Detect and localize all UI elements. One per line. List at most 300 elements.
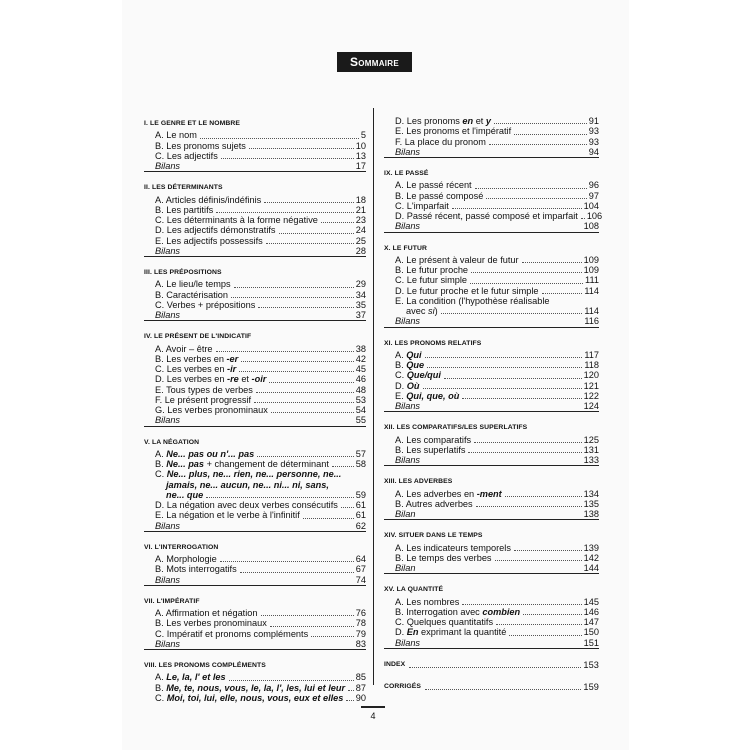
entry-page-number: 28	[355, 245, 366, 256]
entry-page-number: 109	[583, 254, 599, 265]
entry-title: A. Articles définis/indéfinis	[155, 194, 262, 205]
section-heading	[384, 579, 599, 596]
toc-entry	[384, 360, 599, 370]
toc-entry	[144, 608, 366, 618]
dot-leader	[468, 452, 581, 453]
entry-page-number: 34	[355, 289, 366, 300]
dot-leader	[271, 412, 354, 413]
toc-entry	[144, 490, 366, 500]
entry-page-number: 150	[583, 627, 599, 638]
toc-section	[384, 163, 603, 233]
entry-title: ne... que	[166, 489, 204, 500]
dot-leader	[474, 442, 582, 443]
toc-entry	[144, 141, 366, 151]
entry-title: B. Ne... pas + changement de déterminant	[155, 459, 329, 469]
entry-title: Bilan	[395, 509, 416, 519]
entry-title: E. La condition (l'hypothèse réalisable	[395, 295, 550, 306]
dot-leader	[216, 351, 354, 352]
toc-section	[144, 537, 366, 586]
entry-page-number: 104	[583, 200, 599, 211]
entry-page-number: 83	[355, 638, 366, 649]
entry-page-number: 57	[355, 448, 366, 459]
entry-title: B. Que	[395, 360, 425, 370]
toc-entry	[144, 510, 366, 520]
section-heading	[144, 177, 366, 194]
entry-page-number: 120	[583, 370, 599, 381]
toc-entry	[144, 469, 366, 479]
entry-title: A. Les indicateurs temporels	[395, 542, 511, 553]
entry-page-number: 5	[360, 130, 366, 141]
section-heading	[384, 238, 599, 255]
dot-leader	[486, 198, 586, 199]
toc-left-column	[144, 112, 366, 708]
entry-page-number: 117	[584, 349, 599, 360]
dot-leader	[581, 218, 585, 219]
section-heading	[384, 654, 599, 671]
toc-section	[384, 471, 599, 520]
toc-entry	[144, 693, 366, 703]
dot-leader	[249, 148, 354, 149]
entry-title: C. L'imparfait	[395, 200, 449, 211]
dot-leader	[496, 624, 582, 625]
bilan-entry	[144, 521, 366, 532]
entry-page-number: 96	[588, 180, 599, 191]
entry-page-number: 55	[355, 415, 366, 426]
entry-page-number: 42	[355, 353, 366, 364]
toc-entry	[384, 617, 599, 627]
dot-leader	[270, 626, 354, 627]
section-page-number: 153	[583, 659, 599, 670]
dot-leader	[462, 604, 581, 605]
entry-page-number: 58	[355, 459, 366, 469]
dot-leader	[261, 615, 354, 616]
entry-title: B. Caractérisation	[155, 289, 229, 300]
entry-page-number: 37	[355, 310, 366, 320]
entry-title: D. Les adjectifs démonstratifs	[155, 225, 276, 236]
entry-title: C. Quelques quantitatifs	[395, 617, 494, 627]
section-heading-text: IX. LE PASSÉ	[384, 170, 429, 177]
toc-entry	[144, 130, 366, 140]
entry-title: C. Les déterminants à la forme négative	[155, 215, 318, 225]
entry-title: F. La place du pronom	[395, 136, 486, 147]
toc-entry	[384, 275, 599, 285]
bilan-entry	[384, 147, 599, 158]
entry-title: Bilans	[155, 638, 181, 649]
section-heading	[384, 525, 599, 542]
entry-page-number: 124	[583, 401, 599, 411]
entry-page-number: 109	[583, 265, 599, 275]
entry-title: A. Morphologie	[155, 554, 217, 564]
toc-entry	[144, 236, 366, 246]
entry-title: Bilans	[155, 310, 181, 320]
toc-entry	[144, 564, 366, 574]
entry-page-number: 45	[355, 364, 366, 374]
toc-entry	[384, 391, 599, 401]
bilan-entry	[384, 221, 599, 232]
section-heading-text: IV. LE PRÉSENT DE L'INDICATIF	[144, 333, 252, 341]
section-heading	[384, 333, 599, 350]
dot-leader	[494, 123, 587, 124]
toc-entry	[384, 597, 599, 607]
toc-section	[144, 262, 366, 321]
toc-entry	[144, 385, 366, 395]
page-title: Sommaire	[337, 52, 412, 72]
dot-leader	[346, 700, 353, 701]
footer-rule	[361, 706, 385, 708]
entry-page-number: 24	[355, 225, 366, 236]
toc-entry	[384, 137, 599, 147]
section-heading	[384, 471, 599, 488]
entry-page-number: 54	[355, 405, 366, 415]
entry-title: C. Impératif et pronoms compléments	[155, 628, 309, 639]
entry-page-number: 139	[583, 542, 599, 553]
toc-right-column	[384, 112, 603, 698]
entry-title: B. Les superlatifs	[395, 444, 466, 455]
entry-title: B. Le temps des verbes	[395, 552, 492, 563]
toc-section	[144, 591, 366, 650]
bilan-entry	[144, 639, 366, 650]
entry-title: D. Les pronoms en et y	[395, 116, 492, 126]
entry-title: Bilans	[395, 221, 421, 232]
entry-title: B. Mots interrogatifs	[155, 564, 237, 575]
toc-entry	[384, 445, 599, 455]
toc-entry	[144, 683, 366, 693]
toc-entry	[384, 499, 599, 509]
dot-leader	[523, 614, 582, 615]
dot-leader	[505, 496, 582, 497]
dot-leader	[239, 371, 354, 372]
toc-entry	[144, 405, 366, 415]
toc-entry	[144, 279, 366, 289]
bilan-entry	[384, 509, 599, 520]
page-number: 4	[370, 711, 376, 721]
entry-title: avec si)	[406, 306, 438, 316]
entry-page-number: 21	[355, 204, 366, 215]
entry-title: Bilans	[395, 146, 421, 157]
dot-leader	[231, 297, 354, 298]
toc-section	[384, 525, 599, 574]
entry-page-number: 125	[583, 434, 599, 445]
toc-section	[144, 432, 366, 532]
entry-title: B. Les pronoms sujets	[155, 140, 246, 151]
entry-title: Bilan	[395, 563, 416, 573]
bilan-entry	[144, 415, 366, 426]
section-heading-text: XIV. SITUER DANS LE TEMPS	[384, 532, 483, 540]
entry-page-number: 10	[355, 140, 366, 151]
dot-leader	[444, 378, 582, 379]
entry-title: B. Le futur proche	[395, 265, 469, 275]
toc-entry	[384, 265, 599, 275]
toc-entry	[144, 290, 366, 300]
dot-leader	[476, 506, 582, 507]
entry-title: C. Les verbes en -ir	[155, 364, 237, 374]
toc-section	[384, 238, 599, 328]
section-heading-text: VII. L'IMPÉRATIF	[144, 597, 200, 605]
dot-leader	[441, 313, 583, 314]
dot-leader	[514, 550, 582, 551]
entry-title: B. Les verbes en -er	[155, 353, 239, 364]
entry-title: D. Le futur proche et le futur simple	[395, 285, 539, 296]
section-heading	[384, 676, 599, 693]
dot-leader	[206, 497, 353, 498]
toc-entry	[144, 374, 366, 384]
section-heading-text: II. LES DÉTERMINANTS	[144, 184, 223, 192]
entry-title: B. Les verbes pronominaux	[155, 618, 267, 629]
entry-title: A. Le nom	[155, 130, 197, 141]
toc-section	[384, 333, 599, 413]
toc-section	[144, 655, 366, 703]
bilan-entry	[144, 161, 366, 172]
entry-title: A. Les adverbes en -ment	[395, 488, 502, 499]
dot-leader	[489, 144, 587, 145]
entry-page-number: 87	[355, 682, 366, 693]
dot-leader	[332, 466, 354, 467]
dot-leader	[321, 222, 354, 223]
dot-leader	[425, 357, 583, 358]
entry-page-number: 145	[583, 596, 599, 607]
entry-title: D. Où	[395, 380, 420, 391]
section-heading	[144, 262, 366, 279]
dot-leader	[221, 158, 354, 159]
entry-title: Bilans	[395, 401, 421, 411]
entry-page-number: 114	[584, 285, 599, 296]
bilan-entry	[144, 575, 366, 586]
dot-leader	[409, 660, 581, 668]
column-divider	[373, 108, 374, 685]
section-heading	[144, 326, 366, 343]
entry-page-number: 151	[583, 637, 599, 648]
entry-page-number: 114	[584, 306, 599, 316]
dot-leader	[509, 635, 581, 636]
dot-leader	[462, 398, 581, 399]
section-heading-text: III. LES PRÉPOSITIONS	[144, 269, 222, 276]
entry-title: Bilans	[395, 316, 421, 327]
entry-page-number: 116	[584, 316, 599, 327]
entry-page-number: 62	[355, 520, 366, 531]
toc-entry	[384, 116, 599, 126]
entry-title: C. Les adjectifs	[155, 150, 218, 161]
entry-title: Bilans	[155, 161, 181, 171]
dot-leader	[256, 392, 354, 393]
toc-entry	[384, 489, 599, 499]
entry-title: A. Affirmation et négation	[155, 608, 258, 618]
section-heading-text: INDEX	[384, 660, 406, 668]
dot-leader	[216, 212, 354, 213]
dot-leader	[452, 208, 582, 209]
entry-page-number: 23	[355, 215, 366, 225]
section-heading-text: V. LA NÉGATION	[144, 438, 200, 446]
toc-entry	[384, 306, 599, 316]
toc-entry	[144, 354, 366, 364]
toc-entry	[144, 225, 366, 235]
entry-page-number: 106	[586, 211, 603, 221]
toc-entry	[144, 364, 366, 374]
section-heading	[144, 432, 366, 449]
toc-entry	[144, 215, 366, 225]
entry-title: A. Ne... pas ou n'... pas	[155, 448, 255, 459]
dot-leader	[542, 293, 583, 294]
entry-title: A. Le, la, l' et les	[155, 672, 226, 683]
entry-page-number: 53	[355, 394, 366, 405]
section-heading	[144, 655, 366, 672]
dot-leader	[241, 361, 354, 362]
entry-page-number: 118	[584, 360, 599, 370]
toc-entry	[384, 191, 599, 201]
dot-leader	[423, 388, 582, 389]
toc-section	[384, 417, 599, 466]
section-heading	[384, 417, 599, 434]
toc-entry	[144, 629, 366, 639]
dot-leader	[269, 382, 353, 383]
toc-entry	[144, 618, 366, 628]
entry-page-number: 74	[355, 574, 366, 585]
toc-entry	[384, 255, 599, 265]
section-heading-text: VIII. LES PRONOMS COMPLÉMENTS	[144, 662, 266, 669]
toc-entry	[144, 205, 366, 215]
toc-entry	[144, 554, 366, 564]
section-heading	[384, 163, 599, 180]
dot-leader	[514, 134, 587, 135]
entry-page-number: 29	[355, 279, 366, 290]
dot-leader	[279, 233, 354, 234]
entry-title: B. Autres adverbes	[395, 498, 473, 509]
toc-entry	[384, 370, 599, 380]
bilan-entry	[144, 310, 366, 321]
entry-title: E. La négation et le verbe à l'infinitif	[155, 510, 300, 521]
bilan-entry	[384, 638, 599, 649]
dot-leader	[471, 272, 582, 273]
entry-title: C. Le futur simple	[395, 275, 467, 286]
entry-title: A. Les comparatifs	[395, 434, 472, 445]
entry-title: A. Avoir – être	[155, 343, 213, 354]
toc-section	[384, 579, 599, 649]
entry-title: E. Les pronoms et l'impératif	[395, 126, 512, 137]
entry-page-number: 85	[355, 672, 366, 683]
entry-page-number: 35	[355, 299, 366, 310]
entry-title: B. Me, te, nous, vous, le, la, l', les, lui et leur	[155, 682, 346, 693]
toc-entry	[384, 286, 599, 296]
toc-section	[384, 112, 599, 158]
dot-leader	[425, 682, 581, 690]
toc-entry	[144, 459, 366, 469]
entry-title: E. Tous types de verbes	[155, 384, 253, 395]
entry-title: Bilans	[395, 637, 421, 648]
toc-entry	[384, 381, 599, 391]
toc-entry	[144, 500, 366, 510]
toc-entry	[384, 627, 599, 637]
entry-page-number: 64	[355, 554, 366, 564]
dot-leader	[258, 307, 353, 308]
dot-leader	[254, 402, 354, 403]
entry-title: G. Les verbes pronominaux	[155, 405, 268, 415]
entry-page-number: 61	[355, 510, 366, 521]
dot-leader	[229, 680, 354, 681]
dot-leader	[264, 202, 354, 203]
entry-page-number: 144	[583, 563, 599, 573]
toc-section	[144, 326, 366, 426]
toc-entry	[384, 350, 599, 360]
entry-page-number: 142	[583, 552, 599, 563]
toc-entry	[384, 607, 599, 617]
entry-page-number: 131	[583, 444, 599, 455]
dot-leader	[257, 456, 354, 457]
dot-leader	[522, 262, 582, 263]
section-heading-text: CORRIGÉS	[384, 683, 422, 690]
entry-title: Bilans	[395, 455, 421, 465]
entry-page-number: 91	[588, 116, 599, 126]
dot-leader	[234, 287, 354, 288]
section-heading-text: XII. LES COMPARATIFS/LES SUPERLATIFS	[384, 424, 528, 432]
entry-page-number: 67	[355, 564, 366, 575]
entry-title: A. Le passé récent	[395, 180, 472, 191]
entry-page-number: 147	[583, 617, 599, 627]
bilan-entry	[384, 316, 599, 327]
dot-leader	[470, 283, 583, 284]
dot-leader	[240, 572, 354, 573]
toc-section	[144, 112, 366, 172]
entry-title: Bilans	[155, 245, 181, 256]
entry-title: Bilans	[155, 415, 181, 426]
toc-section	[144, 177, 366, 257]
entry-page-number: 93	[588, 136, 599, 147]
dot-leader	[475, 188, 587, 189]
entry-title: A. Les nombres	[395, 596, 460, 607]
entry-page-number: 111	[585, 275, 599, 286]
entry-page-number: 108	[583, 221, 599, 232]
entry-title: A. Qui	[395, 349, 422, 360]
entry-page-number: 25	[355, 235, 366, 246]
entry-title: D. En exprimant la quantité	[395, 627, 507, 638]
dot-leader	[427, 367, 582, 368]
bilan-entry	[384, 455, 599, 466]
entry-title: E. Qui, que, où	[395, 390, 460, 401]
entry-page-number: 78	[355, 618, 366, 629]
entry-title: B. Les partitifs	[155, 204, 214, 215]
entry-title: C. Ne... plus, ne... rien, ne... personne, ne...	[155, 469, 342, 480]
dot-leader	[495, 560, 582, 561]
toc-entry	[144, 195, 366, 205]
entry-title: C. Que/qui	[395, 370, 441, 381]
toc-section	[384, 654, 599, 671]
toc-entry	[384, 211, 603, 221]
section-heading	[144, 112, 366, 130]
bilan-entry	[144, 246, 366, 257]
dot-leader	[303, 518, 354, 519]
toc-entry	[144, 449, 366, 459]
section-heading	[144, 591, 366, 608]
dot-leader	[311, 636, 354, 637]
toc-entry	[384, 201, 599, 211]
entry-title: Bilans	[155, 574, 181, 585]
entry-page-number: 79	[355, 628, 366, 639]
toc-entry	[384, 180, 599, 190]
dot-leader	[341, 507, 354, 508]
toc-entry	[384, 435, 599, 445]
entry-page-number: 134	[583, 488, 599, 499]
section-heading-text: VI. L'INTERROGATION	[144, 543, 219, 551]
entry-title: C. Moi, toi, lui, elle, nous, vous, eux et elles	[155, 692, 344, 703]
dot-leader	[200, 138, 359, 139]
dot-leader	[266, 243, 354, 244]
entry-page-number: 38	[355, 343, 366, 354]
entry-page-number: 13	[355, 150, 366, 161]
toc-entry	[384, 296, 599, 306]
toc-entry	[384, 553, 599, 563]
entry-page-number: 93	[588, 126, 599, 137]
entry-page-number: 97	[588, 190, 599, 201]
section-heading-text: XIII. LES ADVERBES	[384, 478, 453, 486]
section-heading	[144, 537, 366, 554]
